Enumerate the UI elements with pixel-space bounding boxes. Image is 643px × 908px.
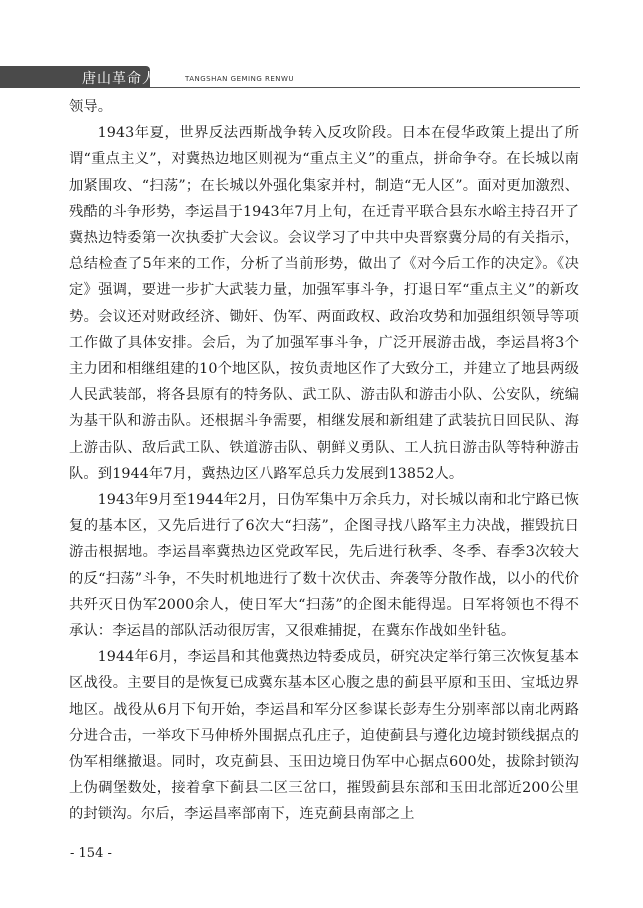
paragraph: 1943年9月至1944年2月，日伪军集中万余兵力，对长城以南和北宁路已恢复的基本区，又先后进行了6次大“扫荡”，企图寻找八路军主力决战，摧毁抗日游击根据地。李运昌率冀热边区党政军民，先后进行秋季、冬季、春季3次较大的反“扫荡”斗争，不失时机地进行了数十次伏击、奔袭等分散作战，以小的代价共歼灭日伪军2000余人，使日军大“扫荡”的企图未能得逞。日军将领也不得不承认：李运昌的部队活动很厉害，又很难捕捉，在冀东作战如坐针毡。 xyxy=(69,492,579,640)
book-title: 唐山革命人物 xyxy=(82,71,172,87)
page-number: - 154 - xyxy=(70,846,112,861)
running-header xyxy=(0,66,643,90)
book-title-romanized: TANGSHAN GEMING RENWU xyxy=(185,75,295,83)
paragraph: 领导。 xyxy=(69,99,113,115)
body-text xyxy=(69,94,579,828)
paragraph: 1944年6月，李运昌和其他冀热边特委成员，研究决定举行第三次恢复基本区战役。主要目的是恢复已成冀东基本区心腹之患的蓟县平原和玉田、宝坻边界地区。战役从6月下旬开始，李运昌和军分区参谋长彭寿生分别率部以南北两路分进合击，一举攻下马伸桥外围据点孔庄子，迫使蓟县与遵化边境封锁线据点的伪军相继撤退。同时，攻克蓟县、玉田边境日伪军中心据点600处，拔除封锁沟上伪碉堡数处，接着拿下蓟县二区三岔口，摧毁蓟县东部和玉田北部近200公里的封锁沟。尔后，李运昌率部南下，连克蓟县南部之上 xyxy=(69,649,579,823)
paragraph: 1943年夏，世界反法西斯战争转入反攻阶段。日本在侵华政策上提出了所谓“重点主义”，对冀热边地区则视为“重点主义”的重点，拼命争夺。在长城以南加紧围攻、“扫荡”；在长城以外强化集家并村，制造“无人区”。面对更加激烈、残酷的斗争形势，李运昌于1943年7月上旬，在迁青平联合县东水峪主持召开了冀热边特委第一次执委扩大会议。会议学习了中共中央晋察冀分局的有关指示，总结检查了5年来的工作，分析了当前形势，做出了《对今后工作的决定》。《决定》强调，要进一步扩大武装力量，加强军事斗争，打退日军“重点主义”的新攻势。会议还对财政经济、锄奸、伪军、两面政权、政治攻势和加强组织领导等项工作做了具体安排。会后，为了加强军事斗争，广泛开展游击战，李运昌将3个主力团和相继组建的10个地区队，按负责地区作了大致分工，并建立了地县两级人民武装部，将各县原有的特务队、武工队、游击队和游击小队、公安队，统编为基干队和游击队。还根据斗争需要，相继发展和新组建了武装抗日回民队、海上游击队、敌后武工队、铁道游击队、朝鲜义勇队、工人抗日游击队等特种游击队。到1944年7月，冀热边区八路军总兵力发展到13852人。 xyxy=(69,125,579,482)
header-tab xyxy=(0,66,172,88)
header-rule xyxy=(150,87,580,88)
